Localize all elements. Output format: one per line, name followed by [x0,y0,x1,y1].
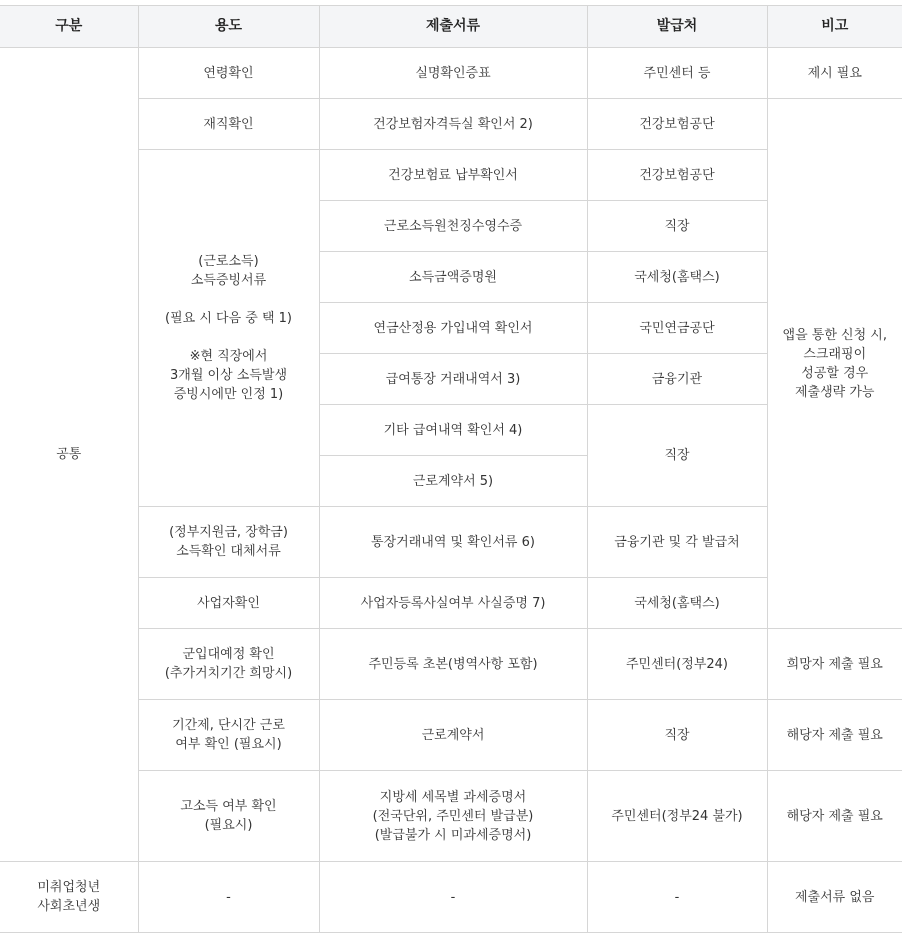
document-cell: 연금산정용 가입내역 확인서 [319,303,587,354]
document-cell: 건강보험자격득실 확인서 2) [319,99,587,150]
document-cell: 근로계약서 [319,700,587,771]
category-unemployed-youth: 미취업청년 사회초년생 [0,862,138,933]
document-requirements-table [0,5,902,933]
document-cell: 주민등록 초본(병역사항 포함) [319,629,587,700]
category-common: 공통 [0,48,138,862]
header-purpose: 용도 [138,6,319,48]
document-cell: 사업자등록사실여부 사실증명 7) [319,578,587,629]
note-cell: 해당자 제출 필요 [767,700,902,771]
purpose-income-proof: (근로소득) 소득증빙서류 (필요 시 다음 중 택 1) ※현 직장에서 3개월 이상 소득발생 증빙시에만 인정 1) [138,150,319,507]
table-row [0,862,902,933]
note-cell: 제출서류 없음 [767,862,902,933]
header-documents: 제출서류 [319,6,587,48]
issuer-cell: 국민연금공단 [587,303,767,354]
document-cell: 실명확인증표 [319,48,587,99]
note-cell: 제시 필요 [767,48,902,99]
issuer-cell: 주민센터(정부24) [587,629,767,700]
issuer-cell: 직장 [587,700,767,771]
note-cell: 희망자 제출 필요 [767,629,902,700]
purpose-cell: 재직확인 [138,99,319,150]
issuer-cell: 주민센터 등 [587,48,767,99]
purpose-cell: 기간제, 단시간 근로 여부 확인 (필요시) [138,700,319,771]
table-row [0,48,902,99]
issuer-cell: 건강보험공단 [587,150,767,201]
document-cell: 근로소득원천징수영수증 [319,201,587,252]
header-row [0,6,902,48]
document-cell: 건강보험료 납부확인서 [319,150,587,201]
document-cell: 통장거래내역 및 확인서류 6) [319,507,587,578]
issuer-cell: 직장 [587,405,767,507]
purpose-cell: - [138,862,319,933]
purpose-cell: 연령확인 [138,48,319,99]
issuer-cell: 금융기관 및 각 발급처 [587,507,767,578]
document-cell: - [319,862,587,933]
issuer-cell: 건강보험공단 [587,99,767,150]
purpose-cell: 고소득 여부 확인 (필요시) [138,771,319,862]
issuer-cell: - [587,862,767,933]
document-cell: 기타 급여내역 확인서 4) [319,405,587,456]
document-cell: 근로계약서 5) [319,456,587,507]
purpose-cell: (정부지원금, 장학금) 소득확인 대체서류 [138,507,319,578]
document-cell: 급여통장 거래내역서 3) [319,354,587,405]
note-cell-scraping: 앱을 통한 신청 시, 스크래핑이 성공할 경우 제출생략 가능 [767,99,902,629]
purpose-cell: 군입대예정 확인 (추가거치기간 희망시) [138,629,319,700]
issuer-cell: 직장 [587,201,767,252]
issuer-cell: 국세청(홈택스) [587,578,767,629]
note-cell: 해당자 제출 필요 [767,771,902,862]
document-cell: 지방세 세목별 과세증명서 (전국단위, 주민센터 발급분) (발급불가 시 미과세증명서) [319,771,587,862]
header-issuer: 발급처 [587,6,767,48]
header-category: 구분 [0,6,138,48]
purpose-cell: 사업자확인 [138,578,319,629]
issuer-cell: 국세청(홈택스) [587,252,767,303]
header-note: 비고 [767,6,902,48]
issuer-cell: 금융기관 [587,354,767,405]
issuer-cell: 주민센터(정부24 불가) [587,771,767,862]
document-cell: 소득금액증명원 [319,252,587,303]
